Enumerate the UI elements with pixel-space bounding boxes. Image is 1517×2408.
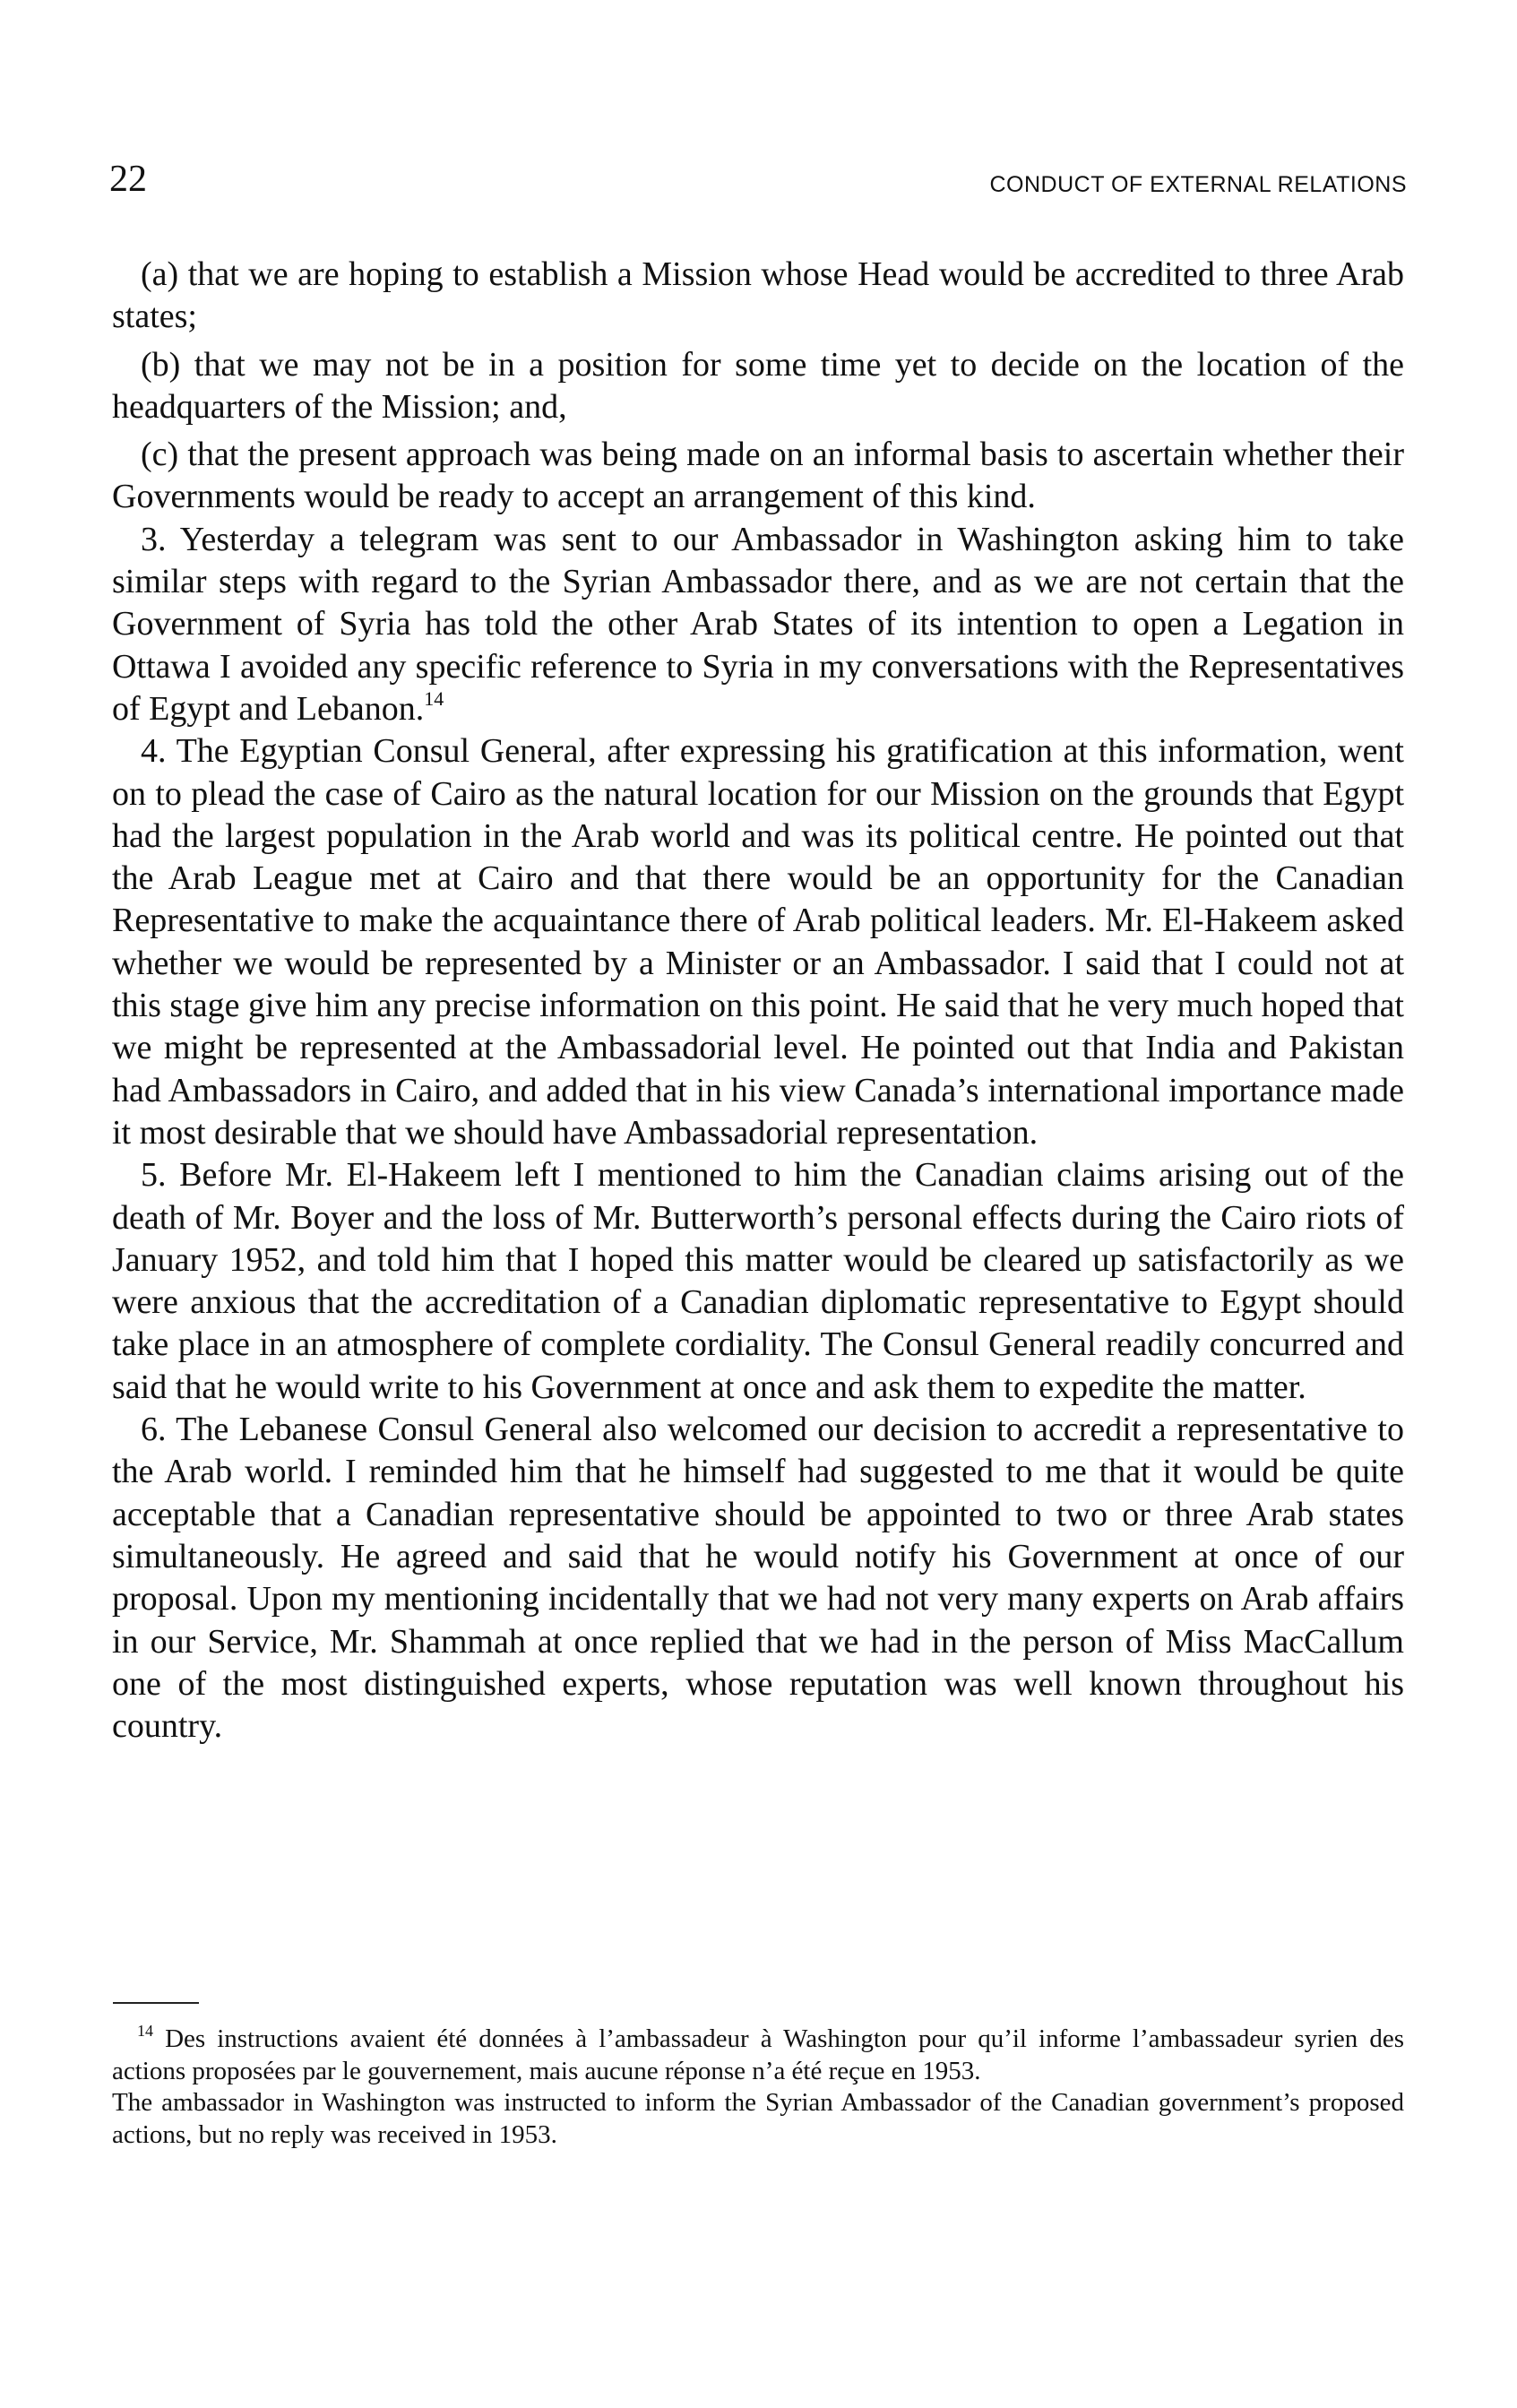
footnote bbox=[112, 2024, 1404, 2151]
paragraph-3 bbox=[112, 519, 1404, 730]
paragraph-4: 4. The Egyptian Consul General, after expressing his gratification at this information, went on to plead the case of Cairo as the natural location for our Mission on the grounds that Egypt had the largest population in the Arab world and was its political centre. He pointed out that the Arab League met at Cairo and that there would be an opportunity for the Canadian Representative to make the acquaintance there of Arab political leaders. Mr. El-Hakeem asked whether we would be represented by a Minister or an Ambassador. I said that I could not at this stage give him any precise information on this point. He said that he very much hoped that we might be represented at the Ambassadorial level. He pointed out that India and Pakistan had Ambassadors in Cairo, and added that in his view Canada’s international importance made it most desirable that we should have Ambassadorial representation. bbox=[112, 732, 1404, 1152]
paragraph-3-text: 3. Yesterday a telegram was sent to our Ambassador in Washington asking him to take similar steps with regard to the Syrian Ambassador there, and as we are not certain that the Government of Syria has told the other Arab States of its intention to open a Legation in Ottawa I avoided any specific reference to Syria in my conversations with the Representatives of Egypt and Lebanon. bbox=[112, 520, 1404, 728]
footnote-english: The ambassador in Washington was instructed to inform the Syrian Ambassador of the Canadian government’s proposed actions, but no reply was received in 1953. bbox=[112, 2088, 1404, 2149]
footnote-divider bbox=[113, 2002, 199, 2004]
footnote-french bbox=[112, 2024, 1404, 2087]
list-item-c: (c) that the present approach was being made on an informal basis to ascertain whether their Governments would be ready to accept an arrangement of this kind. bbox=[112, 436, 1404, 516]
body-text bbox=[112, 254, 1404, 1748]
list-item-a: (a) that we are hoping to establish a Mission whose Head would be accredited to three Arab states; bbox=[112, 255, 1404, 336]
footnote-reference[interactable]: 14 bbox=[424, 686, 444, 710]
list-item-b: (b) that we may not be in a position for some time yet to decide on the location of the headquarters of the Mission; and, bbox=[112, 345, 1404, 426]
paragraph-6: 6. The Lebanese Consul General also welcomed our decision to accredit a representative to the Arab world. I reminded him that he himself had suggested to me that it would be quite acceptable that a Canadian representative should be appointed to two or three Arab states simultaneously. He agreed and said that he would notify his Government at once of our proposal. Upon my mentioning incidentally that we had not very many experts on Arab affairs in our Service, Mr. Shammah at once replied that we had in the person of Miss MacCallum one of the most distinguished experts, whose reputation was well known throughout his country. bbox=[112, 1411, 1404, 1746]
paragraph-5: 5. Before Mr. El-Hakeem left I mentioned to him the Canadian claims arising out of the death of Mr. Boyer and the loss of Mr. Butterworth’s personal effects during the Cairo riots of January 1952, and told him that I hoped this matter would be cleared up satisfactorily as we were anxious that the accreditation of a Canadian diplomatic representative to Egypt should take place in an atmosphere of complete cordiality. The Consul General readily concurred and said that he would write to his Government at once and ask them to expedite the matter. bbox=[112, 1156, 1404, 1406]
footnote-number: 14 bbox=[137, 2022, 153, 2040]
page-number: 22 bbox=[109, 159, 147, 200]
running-head: CONDUCT OF EXTERNAL RELATIONS bbox=[989, 172, 1407, 197]
footnote-french-text: Des instructions avaient été données à l’ambassadeur à Washington pour qu’il informe l’ambassadeur syrien des actions proposées par le gouvernement, mais aucune réponse n’a été reçue en 1953. bbox=[112, 2024, 1405, 2085]
page-header bbox=[109, 152, 1407, 206]
